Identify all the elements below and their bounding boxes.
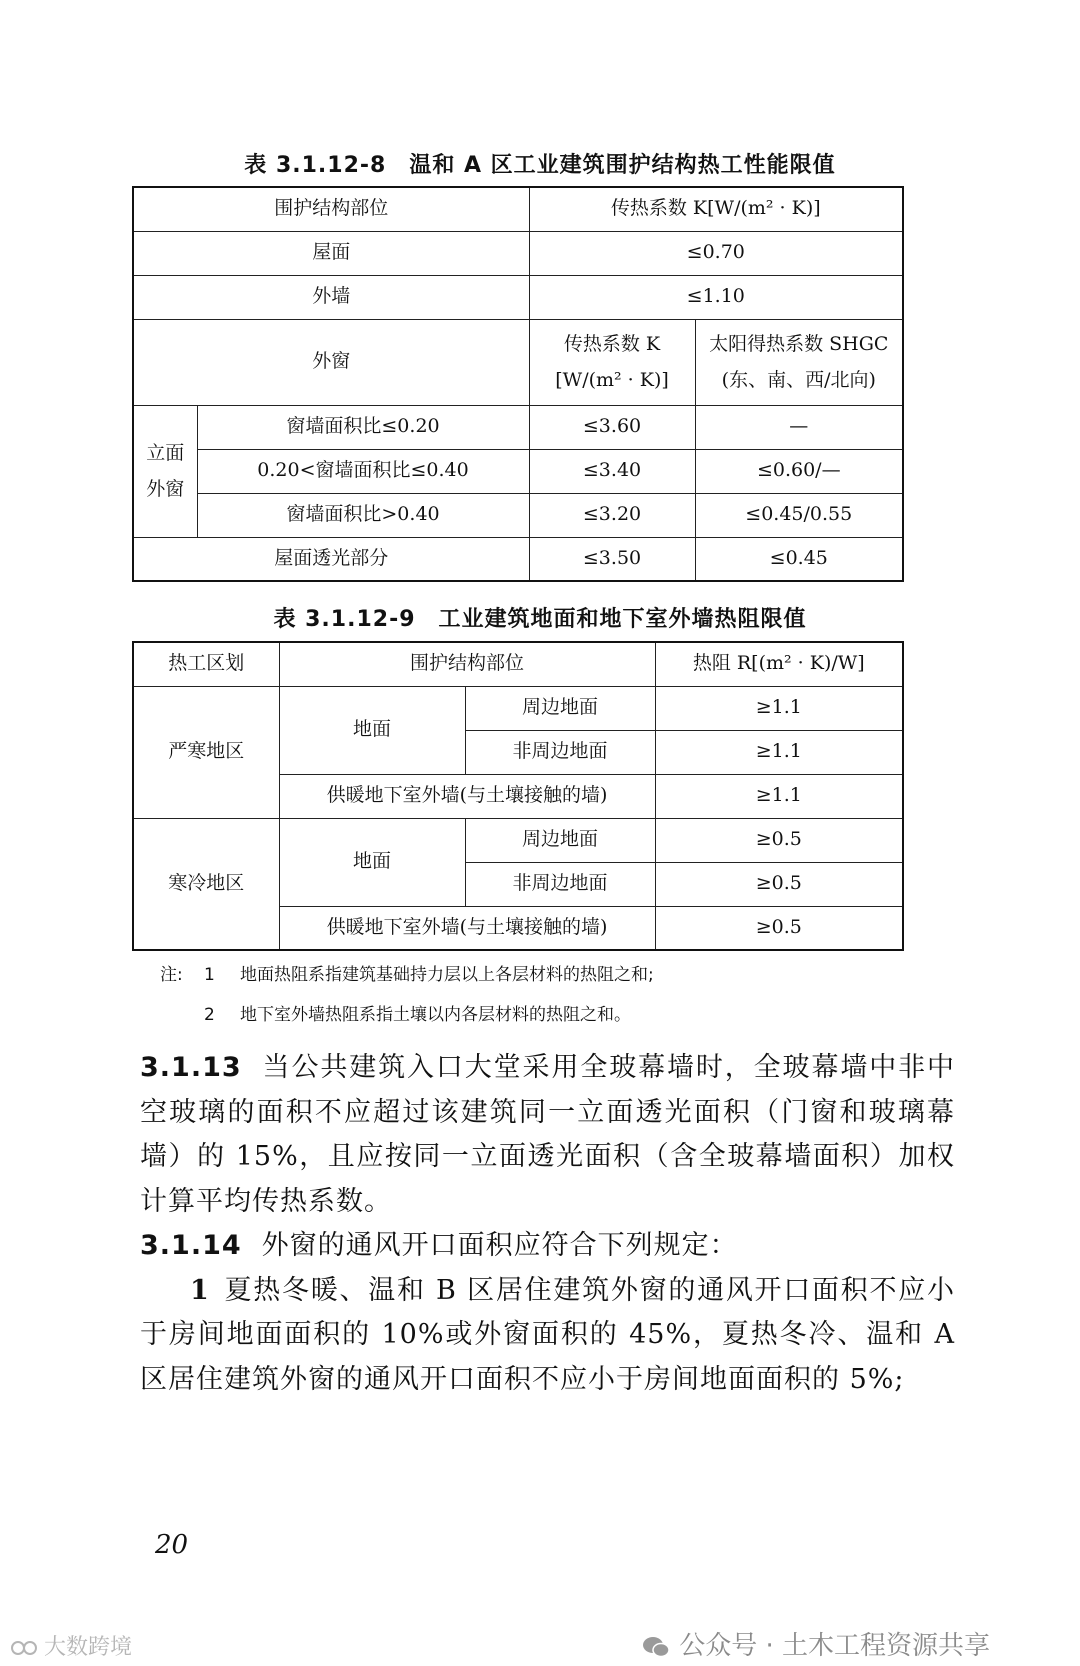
watermark-text: 公众号 · 土木工程资源共享	[679, 1631, 990, 1661]
ground-label: 地面	[279, 818, 465, 906]
table-notes	[160, 955, 654, 1035]
note-number: 2	[204, 1005, 215, 1025]
ratio-cell: 窗墙面积比≤0.20	[197, 405, 529, 449]
body-text	[140, 1046, 955, 1402]
perimeter-label: 周边地面	[465, 686, 655, 730]
roof-label: 屋面	[133, 231, 529, 275]
nonperimeter-label: 非周边地面	[465, 862, 655, 906]
skylight-shgc: ≤0.45	[695, 537, 903, 581]
window-k-label-1: 传热系数 K	[563, 332, 661, 355]
perimeter-label: 周边地面	[465, 818, 655, 862]
note-item	[160, 955, 654, 995]
basement-value: ≥0.5	[655, 906, 903, 950]
section-number: 3.1.14	[140, 1230, 242, 1261]
note-text: 地面热阻系指建筑基础持力层以上各层材料的热阻之和;	[240, 965, 654, 985]
ground-label: 地面	[279, 686, 465, 774]
table-row	[133, 818, 903, 862]
section-3-1-14	[140, 1224, 955, 1269]
ratio-cell: 窗墙面积比>0.40	[197, 493, 529, 537]
section-text: 当公共建筑入口大堂采用全玻幕墙时，全玻幕墙中非中空玻璃的面积不应超过该建筑同一立面透光面积（门窗和玻璃幕墙）的 15%，且应按同一立面透光面积（含全玻幕墙面积）加权计算平均传热系数。	[140, 1052, 955, 1217]
logo-icon	[10, 1638, 38, 1658]
table2-header-part: 围护结构部位	[279, 642, 655, 686]
facade-window-label	[133, 405, 197, 537]
note-number: 1	[204, 965, 215, 985]
section-text: 外窗的通风开口面积应符合下列规定：	[261, 1230, 738, 1261]
roof-value: ≤0.70	[529, 231, 903, 275]
nonperimeter-value: ≥1.1	[655, 730, 903, 774]
skylight-k: ≤3.50	[529, 537, 695, 581]
page-number: 20	[155, 1530, 189, 1560]
table1-header-part: 围护结构部位	[133, 187, 529, 231]
notes-label: 注:	[160, 965, 183, 985]
basement-label: 供暖地下室外墙(与土壤接触的墙)	[279, 774, 655, 818]
nonperimeter-label: 非周边地面	[465, 730, 655, 774]
table-row	[133, 405, 903, 449]
corner-mark-text: 大数跨境	[44, 1635, 133, 1660]
facade-label-2: 外窗	[146, 478, 185, 500]
note-text: 地下室外墙热阻系指土壤以内各层材料的热阻之和。	[240, 1005, 631, 1025]
zone-name: 寒冷地区	[133, 818, 279, 950]
table1-header-k: 传热系数 K[W/(m² · K)]	[529, 187, 903, 231]
window-k-header	[529, 319, 695, 405]
zone-name: 严寒地区	[133, 686, 279, 818]
wall-label: 外墙	[133, 275, 529, 319]
table-row	[133, 449, 903, 493]
k-cell: ≤3.60	[529, 405, 695, 449]
skylight-label: 屋面透光部分	[133, 537, 529, 581]
window-label: 外窗	[133, 319, 529, 405]
window-shgc-label-2: (东、南、西/北向)	[721, 369, 876, 391]
table1	[132, 186, 904, 582]
wall-value: ≤1.10	[529, 275, 903, 319]
table2-header-r: 热阻 R[(m² · K)/W]	[655, 642, 903, 686]
item-text: 夏热冬暖、温和 B 区居住建筑外窗的通风开口面积不应小于房间地面面积的 10%或外窗面积的 45%，夏热冬冷、温和 A 区居住建筑外窗的通风开口面积不应小于房间地面面积的 5%;	[140, 1274, 955, 1395]
table2	[132, 641, 904, 951]
nonperimeter-value: ≥0.5	[655, 862, 903, 906]
k-cell: ≤3.20	[529, 493, 695, 537]
section-number: 3.1.13	[140, 1052, 242, 1083]
wechat-icon	[641, 1635, 671, 1659]
window-shgc-header	[695, 319, 903, 405]
shgc-cell: —	[695, 405, 903, 449]
facade-label-1: 立面	[146, 441, 185, 464]
ratio-cell: 0.20<窗墙面积比≤0.40	[197, 449, 529, 493]
table-row	[133, 686, 903, 730]
note-item	[160, 995, 654, 1035]
window-k-label-2: [W/(m² · K)]	[555, 369, 669, 391]
item-number: 1	[190, 1274, 210, 1306]
basement-label: 供暖地下室外墙(与土壤接触的墙)	[279, 906, 655, 950]
watermark	[641, 1625, 990, 1662]
perimeter-value: ≥0.5	[655, 818, 903, 862]
table1-caption: 表 3.1.12-8 温和 A 区工业建筑围护结构热工性能限值	[244, 153, 836, 178]
shgc-cell: ≤0.60/—	[695, 449, 903, 493]
perimeter-value: ≥1.1	[655, 686, 903, 730]
table2-caption: 表 3.1.12-9 工业建筑地面和地下室外墙热阻限值	[273, 607, 807, 632]
list-item	[140, 1269, 955, 1403]
basement-value: ≥1.1	[655, 774, 903, 818]
table2-header-zone: 热工区划	[133, 642, 279, 686]
section-3-1-13	[140, 1046, 955, 1224]
window-shgc-label-1: 太阳得热系数 SHGC	[709, 332, 889, 355]
corner-mark	[10, 1630, 132, 1661]
shgc-cell: ≤0.45/0.55	[695, 493, 903, 537]
table-row	[133, 493, 903, 537]
k-cell: ≤3.40	[529, 449, 695, 493]
